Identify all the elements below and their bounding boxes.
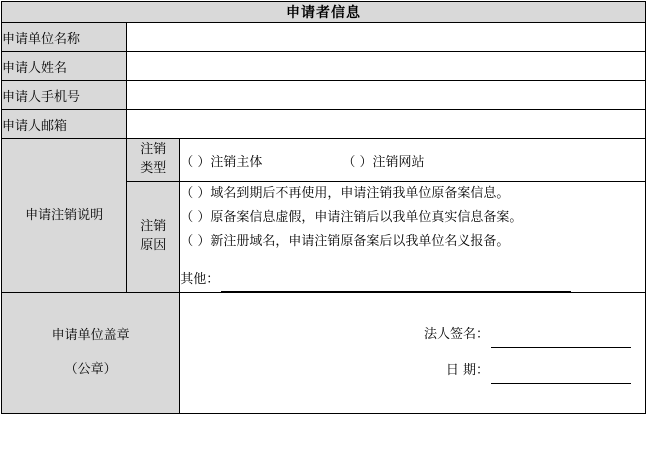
cancellation-type-line2: 类型 [140, 161, 167, 176]
value-applicant-org-name[interactable] [127, 23, 646, 52]
cancellation-reason-options [180, 182, 646, 293]
label-cancellation-reason [127, 182, 180, 293]
other-reason-input[interactable] [221, 277, 571, 292]
table-row [2, 23, 646, 52]
applicant-information-table [1, 1, 646, 414]
form-title: 申请者信息 [2, 2, 646, 23]
table-row [2, 52, 646, 81]
value-applicant-email[interactable] [127, 110, 646, 139]
label-applicant-name: 申请人姓名 [2, 52, 127, 81]
signature-row [180, 322, 631, 348]
cancellation-description-text: 申请注销说明 [25, 207, 104, 223]
table-row [2, 81, 646, 110]
signature-area [180, 293, 646, 414]
other-reason-row [180, 268, 645, 292]
label-cancellation-description [2, 139, 127, 293]
checkbox-option-cancel-entity[interactable]: （ ）注销主体 [180, 154, 263, 170]
value-applicant-name[interactable] [127, 52, 646, 81]
table-row [2, 110, 646, 139]
date-input[interactable] [491, 368, 631, 384]
application-form-document [0, 1, 647, 469]
checkbox-option-reason-expired[interactable]: （ ）域名到期后不再使用，申请注销我单位原备案信息。 [180, 186, 510, 201]
cancellation-reason-line1: 注销 [140, 219, 167, 235]
other-reason-label: 其他： [180, 272, 220, 288]
signature-input[interactable] [491, 332, 631, 348]
cancellation-type-options [180, 139, 646, 182]
label-cancellation-type [127, 139, 180, 182]
cancellation-reason-line2: 原因 [140, 238, 167, 254]
checkbox-option-reason-new-domain[interactable]: （ ）新注册域名，申请注销原备案后以我单位名义报备。 [180, 234, 510, 250]
date-row [180, 358, 631, 384]
table-row-cancel-type [2, 139, 646, 182]
table-row-stamp-signature [2, 293, 646, 414]
cancellation-type-line1: 注销 [140, 142, 167, 158]
signature-label: 法人签名： [423, 327, 489, 343]
label-applicant-email: 申请人邮箱 [2, 110, 127, 139]
label-applicant-org-name: 申请单位名称 [2, 23, 127, 52]
value-applicant-phone[interactable] [127, 81, 646, 110]
label-applicant-phone: 申请人手机号 [2, 81, 127, 110]
date-label: 日 期： [445, 363, 489, 379]
stamp-label-line2: （公章） [64, 362, 117, 378]
checkbox-option-reason-false-info[interactable]: （ ）原备案信息虚假，申请注销后以我单位真实信息备案。 [180, 210, 523, 226]
table-row-title [2, 2, 646, 23]
checkbox-option-cancel-website[interactable]: （ ）注销网站 [342, 154, 425, 170]
stamp-area [2, 293, 180, 414]
stamp-label-line1: 申请单位盖章 [51, 328, 130, 344]
